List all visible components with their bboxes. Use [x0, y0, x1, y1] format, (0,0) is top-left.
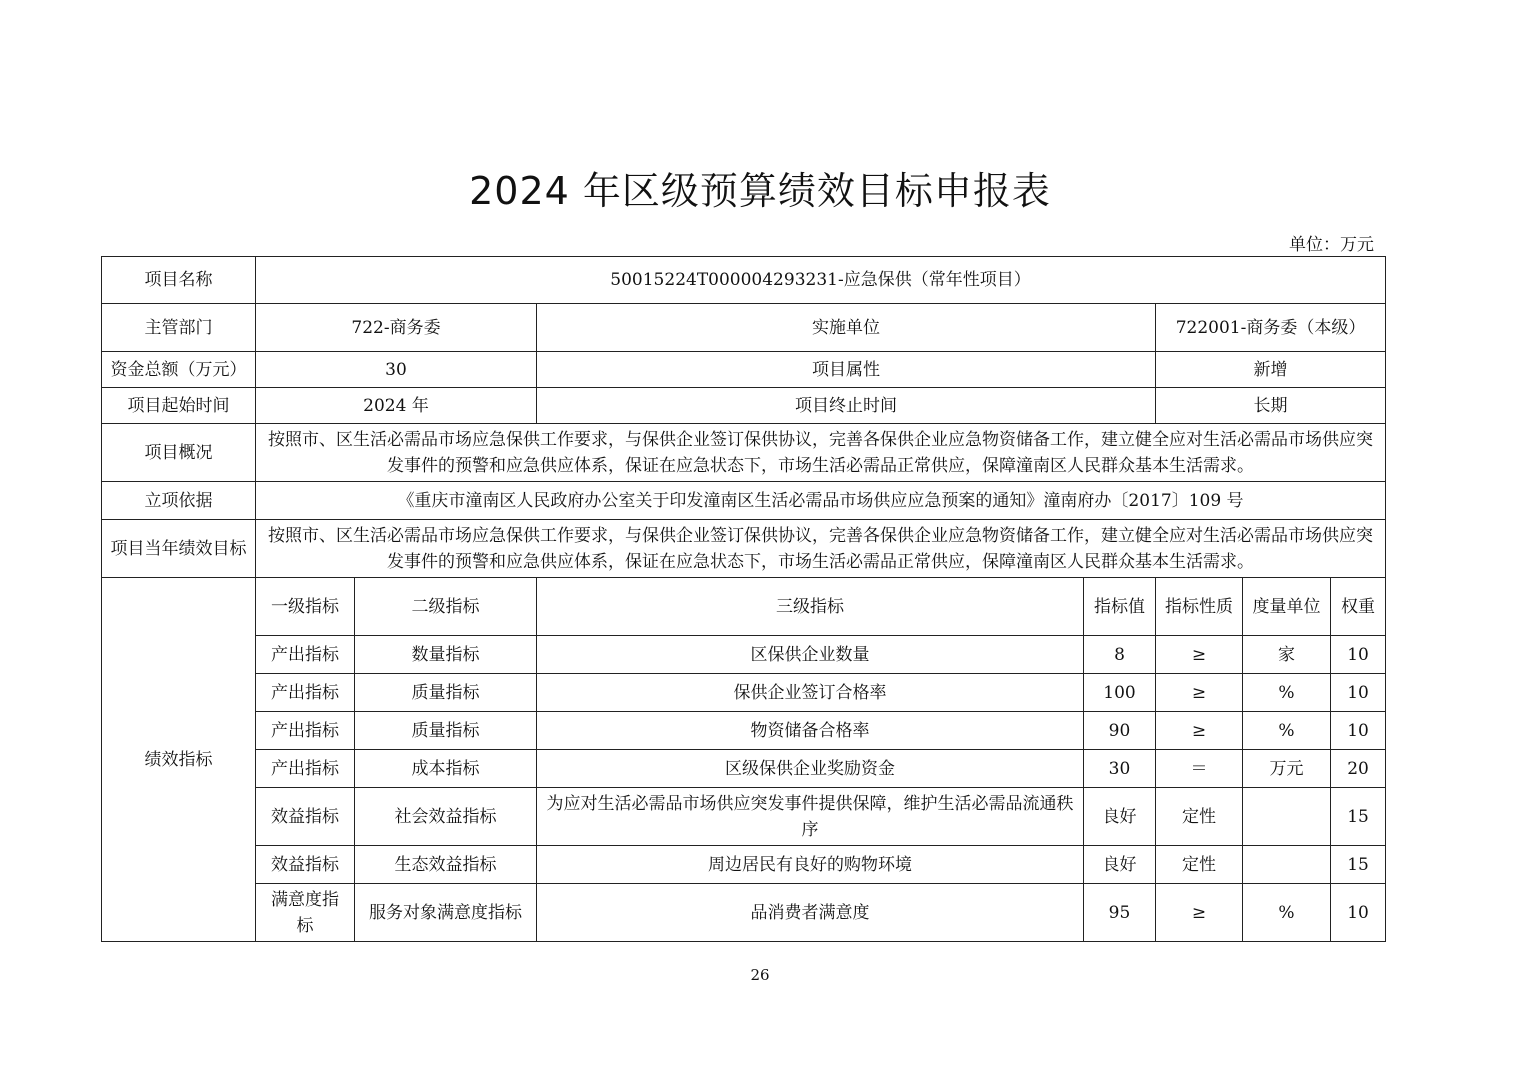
perf-label: 绩效指标 — [102, 578, 256, 942]
indicator-l2: 社会效益指标 — [355, 788, 537, 846]
indicator-unit: 家 — [1243, 636, 1331, 674]
indicator-value: 90 — [1084, 712, 1156, 750]
basis-value: 《重庆市潼南区人民政府办公室关于印发潼南区生活必需品市场供应应急预案的通知》潼南府办〔2017〕109 号 — [256, 482, 1386, 520]
indicator-value: 良好 — [1084, 788, 1156, 846]
indicator-nature: ≥ — [1156, 712, 1243, 750]
end-value: 长期 — [1156, 388, 1386, 424]
page-title: 2024 年区级预算绩效目标申报表 — [469, 169, 1051, 213]
indicator-weight: 10 — [1331, 636, 1386, 674]
row-funds — [102, 352, 1386, 388]
overview-label: 项目概况 — [102, 424, 256, 482]
indicator-unit: % — [1243, 884, 1331, 942]
project-name-label: 项目名称 — [102, 257, 256, 304]
indicator-row — [102, 750, 1386, 788]
indicator-l1: 产出指标 — [256, 636, 355, 674]
unit-note: 单位：万元 — [1289, 235, 1374, 255]
indicator-value: 8 — [1084, 636, 1156, 674]
indicator-unit — [1243, 788, 1331, 846]
row-goal — [102, 520, 1386, 578]
header-l2: 二级指标 — [355, 578, 537, 636]
indicator-weight: 10 — [1331, 884, 1386, 942]
funds-value: 30 — [256, 352, 537, 388]
header-weight: 权重 — [1331, 578, 1386, 636]
indicator-weight: 15 — [1331, 788, 1386, 846]
page-number: 26 — [750, 966, 770, 984]
end-label: 项目终止时间 — [537, 388, 1156, 424]
indicator-value: 良好 — [1084, 846, 1156, 884]
goal-label: 项目当年绩效目标 — [102, 520, 256, 578]
indicator-l3: 物资储备合格率 — [537, 712, 1084, 750]
header-l3: 三级指标 — [537, 578, 1084, 636]
indicator-nature: 定性 — [1156, 788, 1243, 846]
header-l1: 一级指标 — [256, 578, 355, 636]
start-label: 项目起始时间 — [102, 388, 256, 424]
basis-label: 立项依据 — [102, 482, 256, 520]
indicator-l2: 质量指标 — [355, 712, 537, 750]
indicator-unit: % — [1243, 712, 1331, 750]
indicator-row — [102, 846, 1386, 884]
overview-value: 按照市、区生活必需品市场应急保供工作要求，与保供企业签订保供协议，完善各保供企业应急物资储备工作，建立健全应对生活必需品市场供应突发事件的预警和应急供应体系，保证在应急状态下，市场生活必需品正常供应，保障潼南区人民群众基本生活需求。 — [256, 424, 1386, 482]
indicator-l1: 效益指标 — [256, 846, 355, 884]
indicator-header-row — [102, 578, 1386, 636]
indicator-l3: 周边居民有良好的购物环境 — [537, 846, 1084, 884]
indicator-l3: 为应对生活必需品市场供应突发事件提供保障，维护生活必需品流通秩序 — [537, 788, 1084, 846]
indicator-row — [102, 788, 1386, 846]
indicator-nature: ≥ — [1156, 636, 1243, 674]
header-nature: 指标性质 — [1156, 578, 1243, 636]
funds-label: 资金总额（万元） — [102, 352, 256, 388]
impl-value: 722001-商务委（本级） — [1156, 304, 1386, 352]
indicator-value: 100 — [1084, 674, 1156, 712]
indicator-l1: 满意度指标 — [256, 884, 355, 942]
start-value: 2024 年 — [256, 388, 537, 424]
indicator-l3: 品消费者满意度 — [537, 884, 1084, 942]
indicator-l1: 产出指标 — [256, 674, 355, 712]
impl-label: 实施单位 — [537, 304, 1156, 352]
indicator-l2: 生态效益指标 — [355, 846, 537, 884]
row-basis — [102, 482, 1386, 520]
project-name-value: 50015224T000004293231-应急保供（常年性项目） — [256, 257, 1386, 304]
dept-label: 主管部门 — [102, 304, 256, 352]
budget-table — [101, 256, 1386, 942]
indicator-unit: 万元 — [1243, 750, 1331, 788]
indicator-l2: 成本指标 — [355, 750, 537, 788]
indicator-l2: 数量指标 — [355, 636, 537, 674]
row-dept — [102, 304, 1386, 352]
indicator-l3: 区保供企业数量 — [537, 636, 1084, 674]
row-overview — [102, 424, 1386, 482]
row-time — [102, 388, 1386, 424]
indicator-l2: 质量指标 — [355, 674, 537, 712]
indicator-l3: 保供企业签订合格率 — [537, 674, 1084, 712]
indicator-l1: 产出指标 — [256, 750, 355, 788]
indicator-weight: 10 — [1331, 712, 1386, 750]
header-value: 指标值 — [1084, 578, 1156, 636]
attr-label: 项目属性 — [537, 352, 1156, 388]
dept-value: 722-商务委 — [256, 304, 537, 352]
indicator-unit: % — [1243, 674, 1331, 712]
indicator-unit — [1243, 846, 1331, 884]
indicator-row — [102, 884, 1386, 942]
indicator-nature: ≥ — [1156, 884, 1243, 942]
indicator-nature: ≥ — [1156, 674, 1243, 712]
indicator-l1: 效益指标 — [256, 788, 355, 846]
indicator-weight: 15 — [1331, 846, 1386, 884]
indicator-weight: 10 — [1331, 674, 1386, 712]
indicator-value: 30 — [1084, 750, 1156, 788]
goal-value: 按照市、区生活必需品市场应急保供工作要求，与保供企业签订保供协议，完善各保供企业应急物资储备工作，建立健全应对生活必需品市场供应突发事件的预警和应急供应体系，保证在应急状态下，市场生活必需品正常供应，保障潼南区人民群众基本生活需求。 — [256, 520, 1386, 578]
attr-value: 新增 — [1156, 352, 1386, 388]
header-unit: 度量单位 — [1243, 578, 1331, 636]
row-project-name — [102, 257, 1386, 304]
indicator-l1: 产出指标 — [256, 712, 355, 750]
indicator-weight: 20 — [1331, 750, 1386, 788]
indicator-nature: 定性 — [1156, 846, 1243, 884]
indicator-row — [102, 636, 1386, 674]
indicator-l3: 区级保供企业奖励资金 — [537, 750, 1084, 788]
indicator-value: 95 — [1084, 884, 1156, 942]
indicator-nature: ＝ — [1156, 750, 1243, 788]
indicator-row — [102, 674, 1386, 712]
indicator-l2: 服务对象满意度指标 — [355, 884, 537, 942]
indicator-row — [102, 712, 1386, 750]
